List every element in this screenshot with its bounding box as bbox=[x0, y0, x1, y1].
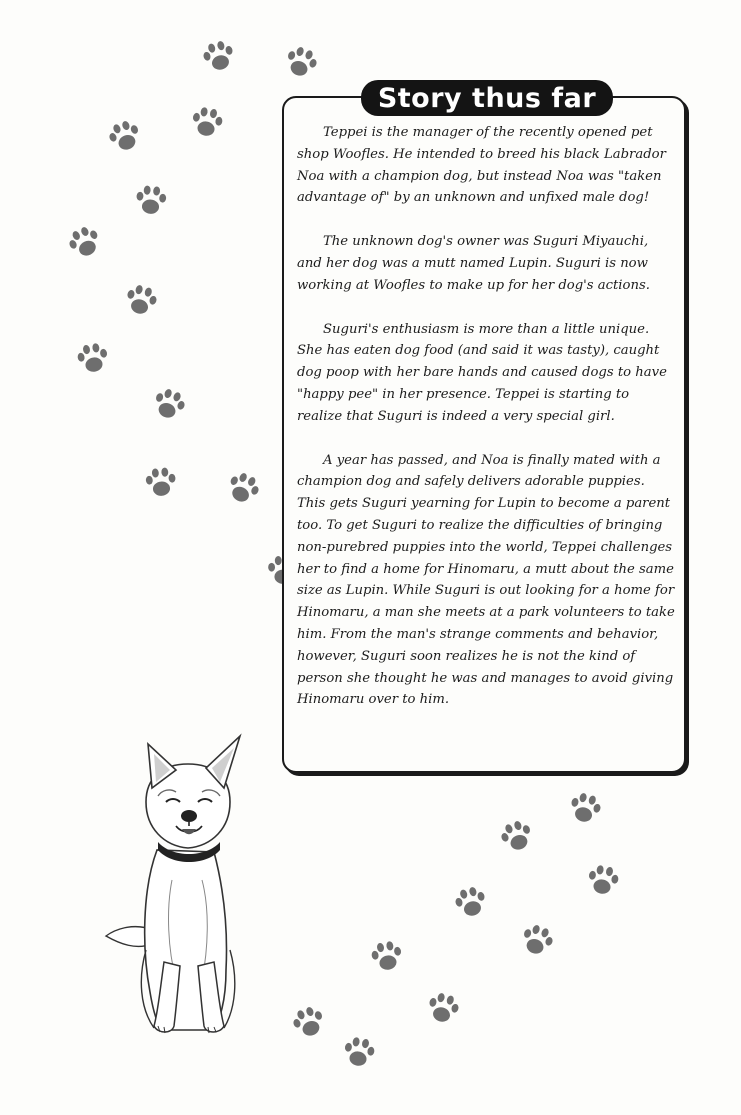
story-paragraph-1: Teppei is the manager of the recently opened pet shop Woofles. He intended to breed his black Labrador Noa with a champion dog, but instead Noa was "taken advantage of" by an unknown and unfixed male dog! bbox=[297, 125, 666, 206]
paw-print-icon bbox=[493, 813, 542, 862]
paw-print-icon bbox=[285, 999, 334, 1048]
paw-print-icon bbox=[118, 278, 165, 325]
paw-print-icon bbox=[218, 464, 268, 514]
story-paragraph-3: Suguri's enthusiasm is more than a little unique. She has eaten dog food (and said it was tasty), caught dog poop with her bare hands and caused dogs to have "happy pee" in her presence. Teppei is starting to realize that Suguri is indeed a very special girl. bbox=[297, 321, 667, 424]
story-paragraph-2: The unknown dog's owner was Suguri Miyauchi, and her dog was a mutt named Lupin. Suguri is now working at Woofles to make up for her dog's actions. bbox=[297, 234, 650, 293]
paw-print-icon bbox=[185, 101, 229, 145]
paw-print-icon bbox=[420, 986, 467, 1033]
paw-print-icon bbox=[71, 337, 115, 381]
paw-print-icon bbox=[130, 180, 171, 221]
paw-print-icon bbox=[337, 1031, 381, 1075]
paw-print-icon bbox=[365, 935, 409, 979]
paw-print-icon bbox=[140, 462, 181, 503]
story-title: Story thus far bbox=[377, 82, 597, 114]
paw-print-icon bbox=[196, 34, 243, 81]
paw-print-icon bbox=[448, 880, 495, 927]
paw-print-icon bbox=[60, 218, 110, 268]
paw-print-icon bbox=[277, 39, 326, 88]
paw-print-icon bbox=[145, 381, 194, 430]
paw-print-icon bbox=[581, 859, 625, 903]
story-body bbox=[297, 122, 675, 733]
title-banner bbox=[361, 80, 613, 116]
paw-print-icon bbox=[562, 786, 609, 833]
paw-print-icon bbox=[101, 113, 150, 162]
dog-illustration bbox=[102, 730, 272, 1050]
story-paragraph-4: A year has passed, and Noa is finally mated with a champion dog and safely delivers adorable puppies. This gets Suguri yearning for Lupin to become a parent too. To get Suguri to realize the difficulties of bringing non-purebred puppies into the world, Teppei challenges her to find a home for Hinomaru, a mutt about the same size as Lupin. While Suguri is out looking for a home for Hinomaru, a man she meets at a park volunteers to take him. From the man's strange comments and behavior, however, Suguri soon realizes he is not the kind of person she thought he was and manages to avoid giving Hinomaru over to him. bbox=[297, 452, 675, 708]
paw-print-icon bbox=[513, 917, 562, 966]
